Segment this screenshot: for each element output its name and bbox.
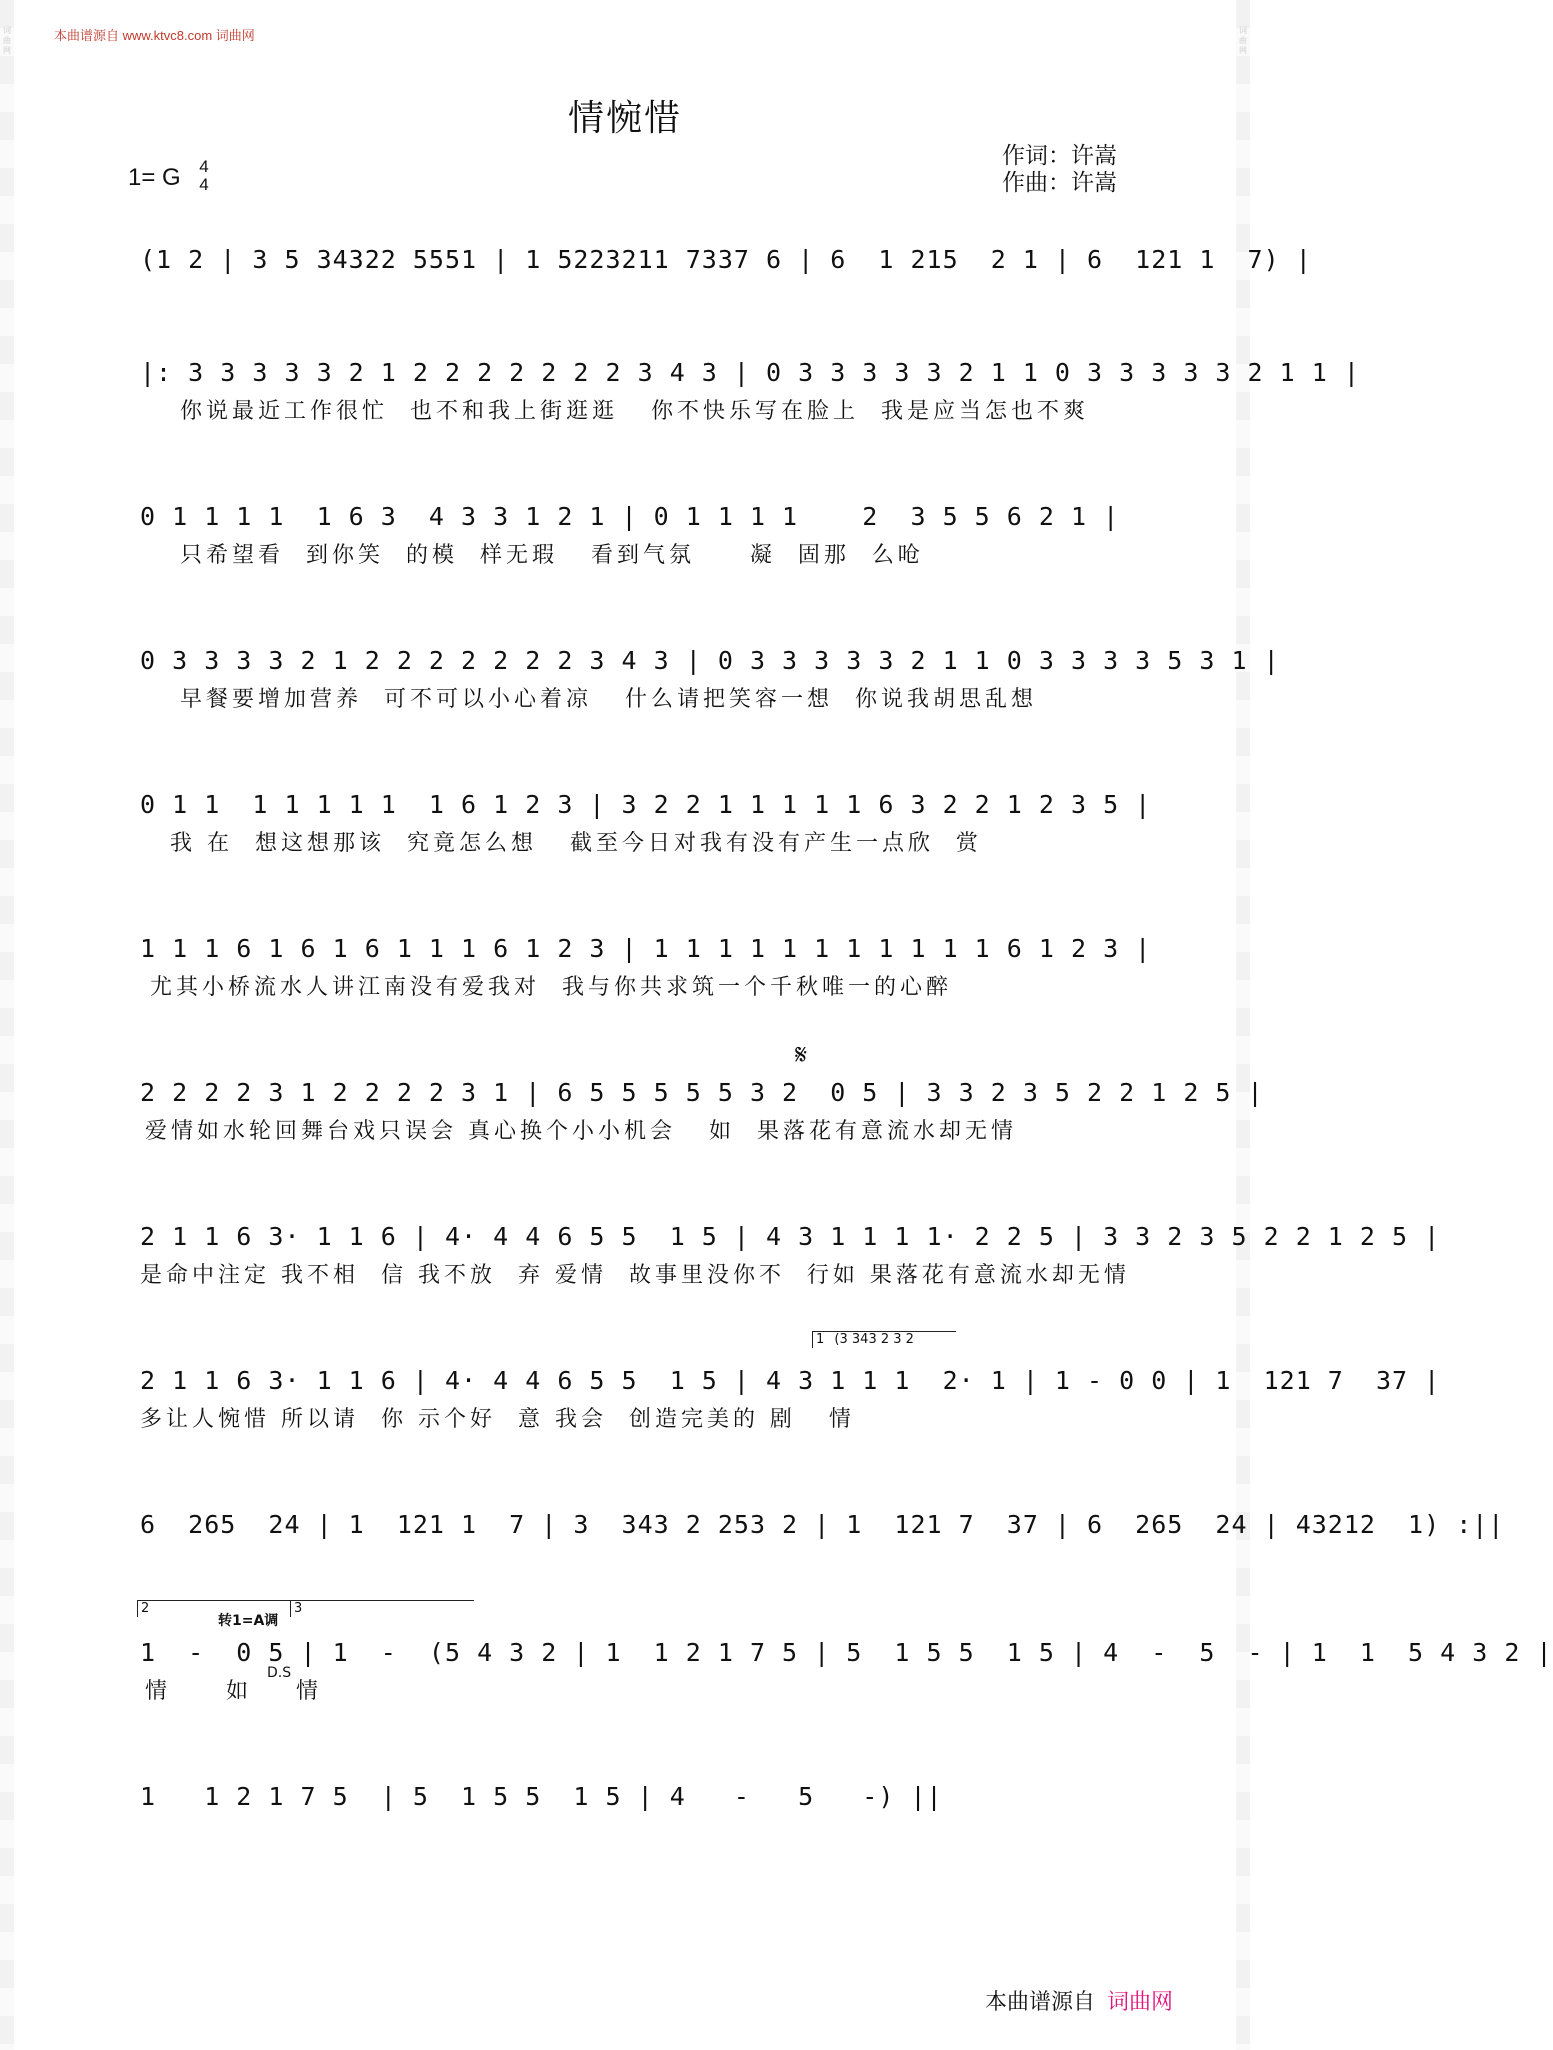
footer-text: 本曲谱源自 xyxy=(985,1990,1096,2015)
lyrics-line: 多让人惋惜 所以请 你 示个好 意 我会 创造完美的 剧 情 xyxy=(140,1407,855,1432)
meter-bottom: 4 xyxy=(199,175,209,194)
meter-top: 4 xyxy=(199,157,209,176)
key-signature: 1= G xyxy=(128,164,181,191)
notes-line: 1 1 2 1 7 5 | 5 1 5 5 1 5 | 4 - 5 -) || xyxy=(140,1782,943,1811)
notes-line: 6 265 24 | 1 121 1 7 | 3 343 2 253 2 | 1 121 7 37 | 6 265 24 | 43212 1) :|| xyxy=(140,1510,1505,1539)
lyrics-line: 尤其小桥流水人讲江南没有爱我对 我与你共求筑一个千秋唯一的心醉 xyxy=(150,975,952,1000)
footer-brand-link[interactable]: 词曲网 xyxy=(1107,1990,1174,2015)
lyrics-line: 我 在 想这想那该 究竟怎么想 截至今日对我有没有产生一点欣 赏 xyxy=(170,831,982,856)
lyricist: 作词：许嵩 xyxy=(1002,143,1117,169)
volta-1-notes: (3 343 2 3 2 xyxy=(834,1332,914,1347)
volta-3-bracket xyxy=(290,1600,474,1617)
lyrics-line: 早餐要增加营养 可不可以小心着凉 什么请把笑容一想 你说我胡思乱想 xyxy=(180,687,1037,712)
footer xyxy=(985,1985,1173,2016)
lyrics-line: 爱情如水轮回舞台戏只误会 真心换个小小机会 如 果落花有意流水却无情 xyxy=(145,1119,1017,1144)
notes-line: 0 3 3 3 3 2 1 2 2 2 2 2 2 2 3 4 3 | 0 3 3 3 3 3 2 1 1 0 3 3 3 3 5 3 1 | xyxy=(140,646,1280,675)
lyrics-line: 你说最近工作很忙 也不和我上街逛逛 你不快乐写在脸上 我是应当怎也不爽 xyxy=(180,399,1089,424)
modulation-annotation: 转1=A调 xyxy=(218,1613,279,1629)
notes-line: 0 1 1 1 1 1 6 3 4 3 3 1 2 1 | 0 1 1 1 1 2 3 5 5 6 2 1 | xyxy=(140,502,1120,531)
composer: 作曲：许嵩 xyxy=(1002,170,1117,196)
lyrics-line: 是命中注定 我不相 信 我不放 弃 爱情 故事里没你不 行如 果落花有意流水却无情 xyxy=(140,1263,1130,1288)
source-header: 本曲谱源自 www.ktvc8.com 词曲网 xyxy=(54,28,255,43)
notes-line: 2 1 1 6 3· 1 1 6 | 4· 4 4 6 5 5 1 5 | 4 3 1 1 1 2· 1 | 1 - 0 0 | 1 121 7 37 | xyxy=(140,1366,1441,1395)
watermark-text: 词曲网 xyxy=(1239,26,1247,55)
notes-line: 2 1 1 6 3· 1 1 6 | 4· 4 4 6 5 5 1 5 | 4 3 1 1 1 1· 2 2 5 | 3 3 2 3 5 2 2 1 2 5 | xyxy=(140,1222,1441,1251)
notes-line: 1 1 1 6 1 6 1 6 1 1 1 6 1 2 3 | 1 1 1 1 1 1 1 1 1 1 1 6 1 2 3 | xyxy=(140,934,1152,963)
watermark-text: 词曲网 xyxy=(3,26,11,55)
segno-sign: 𝄋 xyxy=(795,1038,808,1071)
volta-1-bracket xyxy=(812,1331,956,1348)
credits xyxy=(1002,143,1117,197)
song-title: 情惋惜 xyxy=(567,98,682,139)
notes-line: 2 2 2 2 3 1 2 2 2 2 3 1 | 6 5 5 5 5 5 3 2 0 5 | 3 3 2 3 5 2 2 1 2 5 | xyxy=(140,1078,1264,1107)
lyrics-line: 只希望看 到你笑 的模 样无瑕 看到气氛 凝 固那 么呛 xyxy=(180,543,924,568)
left-watermark-strip xyxy=(0,0,14,2050)
volta-3-label: 3 xyxy=(294,1601,303,1616)
notes-line: 1 - 0 5 | 1 - (5 4 3 2 | 1 1 2 1 7 5 | 5 1 5 5 1 5 | 4 - 5 - | 1 1 5 4 3 2 | xyxy=(140,1638,1553,1667)
volta-1-label: 1 xyxy=(816,1332,825,1347)
volta-2-label: 2 xyxy=(141,1601,150,1616)
lyrics-line: 情 如 情 xyxy=(145,1679,322,1704)
time-signature xyxy=(193,158,215,194)
notes-line: (1 2 | 3 5 34322 5551 | 1 5223211 7337 6 | 6 1 215 2 1 | 6 121 1 7) | xyxy=(140,245,1312,274)
notes-line: |: 3 3 3 3 3 2 1 2 2 2 2 2 2 2 3 4 3 | 0 3 3 3 3 3 2 1 1 0 3 3 3 3 3 2 1 1 | xyxy=(140,358,1360,387)
notes-line: 0 1 1 1 1 1 1 1 1 6 1 2 3 | 3 2 2 1 1 1 1 1 6 3 2 2 1 2 3 5 | xyxy=(140,790,1152,819)
ds-marker: D.S xyxy=(267,1665,292,1681)
right-watermark-strip xyxy=(1236,0,1250,2050)
